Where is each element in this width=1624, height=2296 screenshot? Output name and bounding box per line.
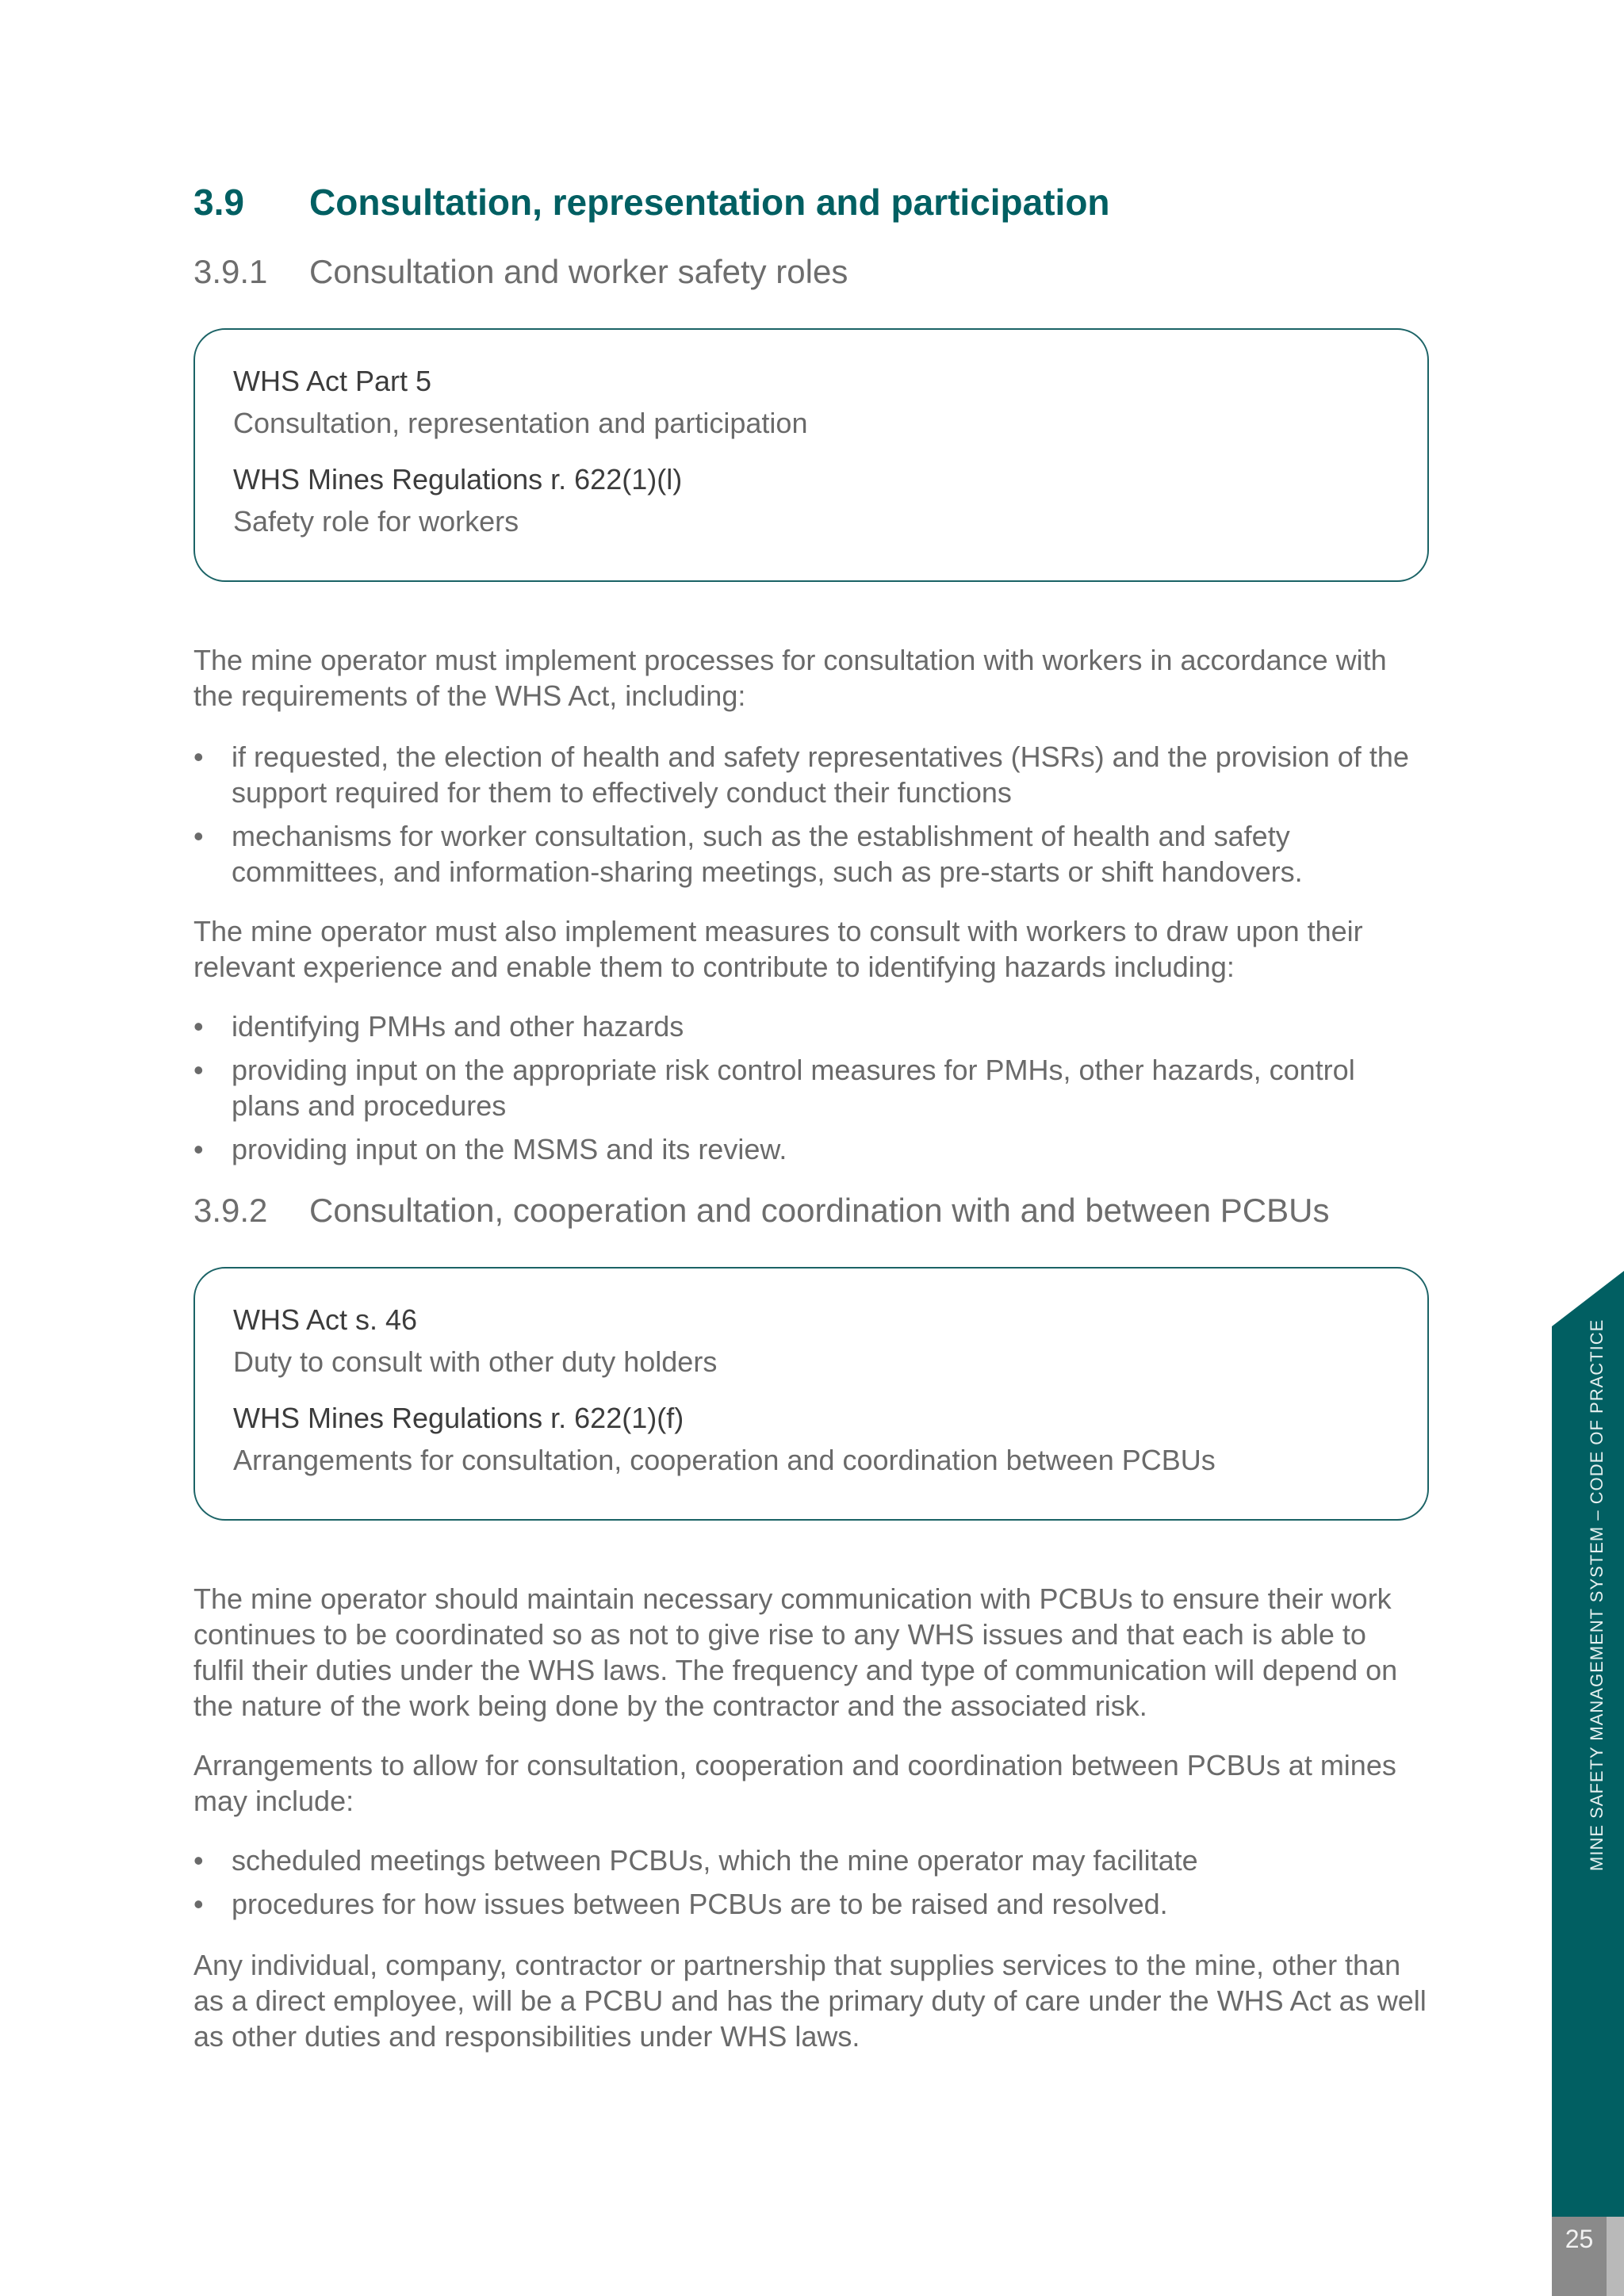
reference-title: WHS Act s. 46 — [233, 1303, 418, 1336]
bullet-icon: • — [193, 1010, 204, 1043]
subsection-number: 3.9.2 — [193, 1192, 268, 1229]
subsection-heading-1 — [193, 252, 848, 292]
reference-title: WHS Mines Regulations r. 622(1)(l) — [233, 463, 683, 496]
list-item: • providing input on the MSMS and its review. — [193, 1133, 787, 1165]
section-title: Consultation, representation and participation — [309, 182, 1110, 223]
body-paragraph: The mine operator must also implement measures to consult with workers to draw upon their relevant experience and enable them to contribute to identifying hazards including: — [193, 915, 1363, 983]
page-number-strip — [1607, 2217, 1624, 2296]
reference-description: Arrangements for consultation, cooperation and coordination between PCBUs — [233, 1444, 1216, 1476]
bullet-icon: • — [193, 740, 204, 773]
section-heading — [193, 181, 1110, 224]
reference-description: Duty to consult with other duty holders — [233, 1345, 718, 1378]
reference-description: Safety role for workers — [233, 505, 519, 538]
body-paragraph: Arrangements to allow for consultation, cooperation and coordination between PCBUs at mines may include: — [193, 1749, 1396, 1817]
subsection-number: 3.9.1 — [193, 253, 268, 290]
list-item: • mechanisms for worker consultation, such as the establishment of health and safety committees, and information-sharing meetings, such as pre-starts or shift handovers. — [193, 820, 1303, 888]
subsection-title: Consultation and worker safety roles — [309, 253, 848, 290]
bullet-icon: • — [193, 1888, 204, 1920]
reference-title: WHS Act Part 5 — [233, 365, 432, 397]
legislation-reference-box — [193, 328, 1429, 582]
side-label: MINE SAFETY MANAGEMENT SYSTEM – CODE OF PRACTICE — [1587, 1318, 1607, 1871]
section-number: 3.9 — [193, 182, 244, 223]
subsection-heading-2 — [193, 1191, 1329, 1230]
list-item: • if requested, the election of health and safety representatives (HSRs) and the provision of the support required for them to effectively conduct their functions — [193, 740, 1409, 809]
body-paragraph: The mine operator should maintain necessary communication with PCBUs to ensure their work continues to be coordinated so as not to give rise to any WHS issues and that each is able to fulfil their duties under the WHS laws. The frequency and type of communication will depend on the nature of the work being done by the contractor and the associated risk. — [193, 1582, 1398, 1722]
bullet-icon: • — [193, 1844, 204, 1877]
list-item: • providing input on the appropriate risk control measures for PMHs, other hazards, control plans and procedures — [193, 1054, 1355, 1122]
bullet-list — [193, 1843, 1399, 1930]
bullet-icon: • — [193, 820, 204, 852]
body-paragraph: Any individual, company, contractor or partnership that supplies services to the mine, other than as a direct employee, will be a PCBU and has the primary duty of care under the WHS Act as well as other duties and responsibilities under WHS laws. — [193, 1949, 1427, 2053]
page-number: 25 — [1565, 2225, 1594, 2253]
bullet-icon: • — [193, 1054, 204, 1086]
list-item: • procedures for how issues between PCBUs are to be raised and resolved. — [193, 1888, 1168, 1920]
reference-description: Consultation, representation and participation — [233, 407, 808, 439]
reference-title: WHS Mines Regulations r. 622(1)(f) — [233, 1402, 684, 1434]
legislation-reference-box — [193, 1267, 1429, 1521]
bullet-list — [193, 1008, 1431, 1175]
list-item: • identifying PMHs and other hazards — [193, 1010, 684, 1043]
subsection-title: Consultation, cooperation and coordination with and between PCBUs — [309, 1192, 1330, 1229]
body-paragraph: The mine operator must implement processes for consultation with workers in accordance with the requirements of the WHS Act, including: — [193, 644, 1387, 712]
bullet-list — [193, 739, 1431, 897]
list-item: • scheduled meetings between PCBUs, which the mine operator may facilitate — [193, 1844, 1198, 1877]
bullet-icon: • — [193, 1133, 204, 1165]
